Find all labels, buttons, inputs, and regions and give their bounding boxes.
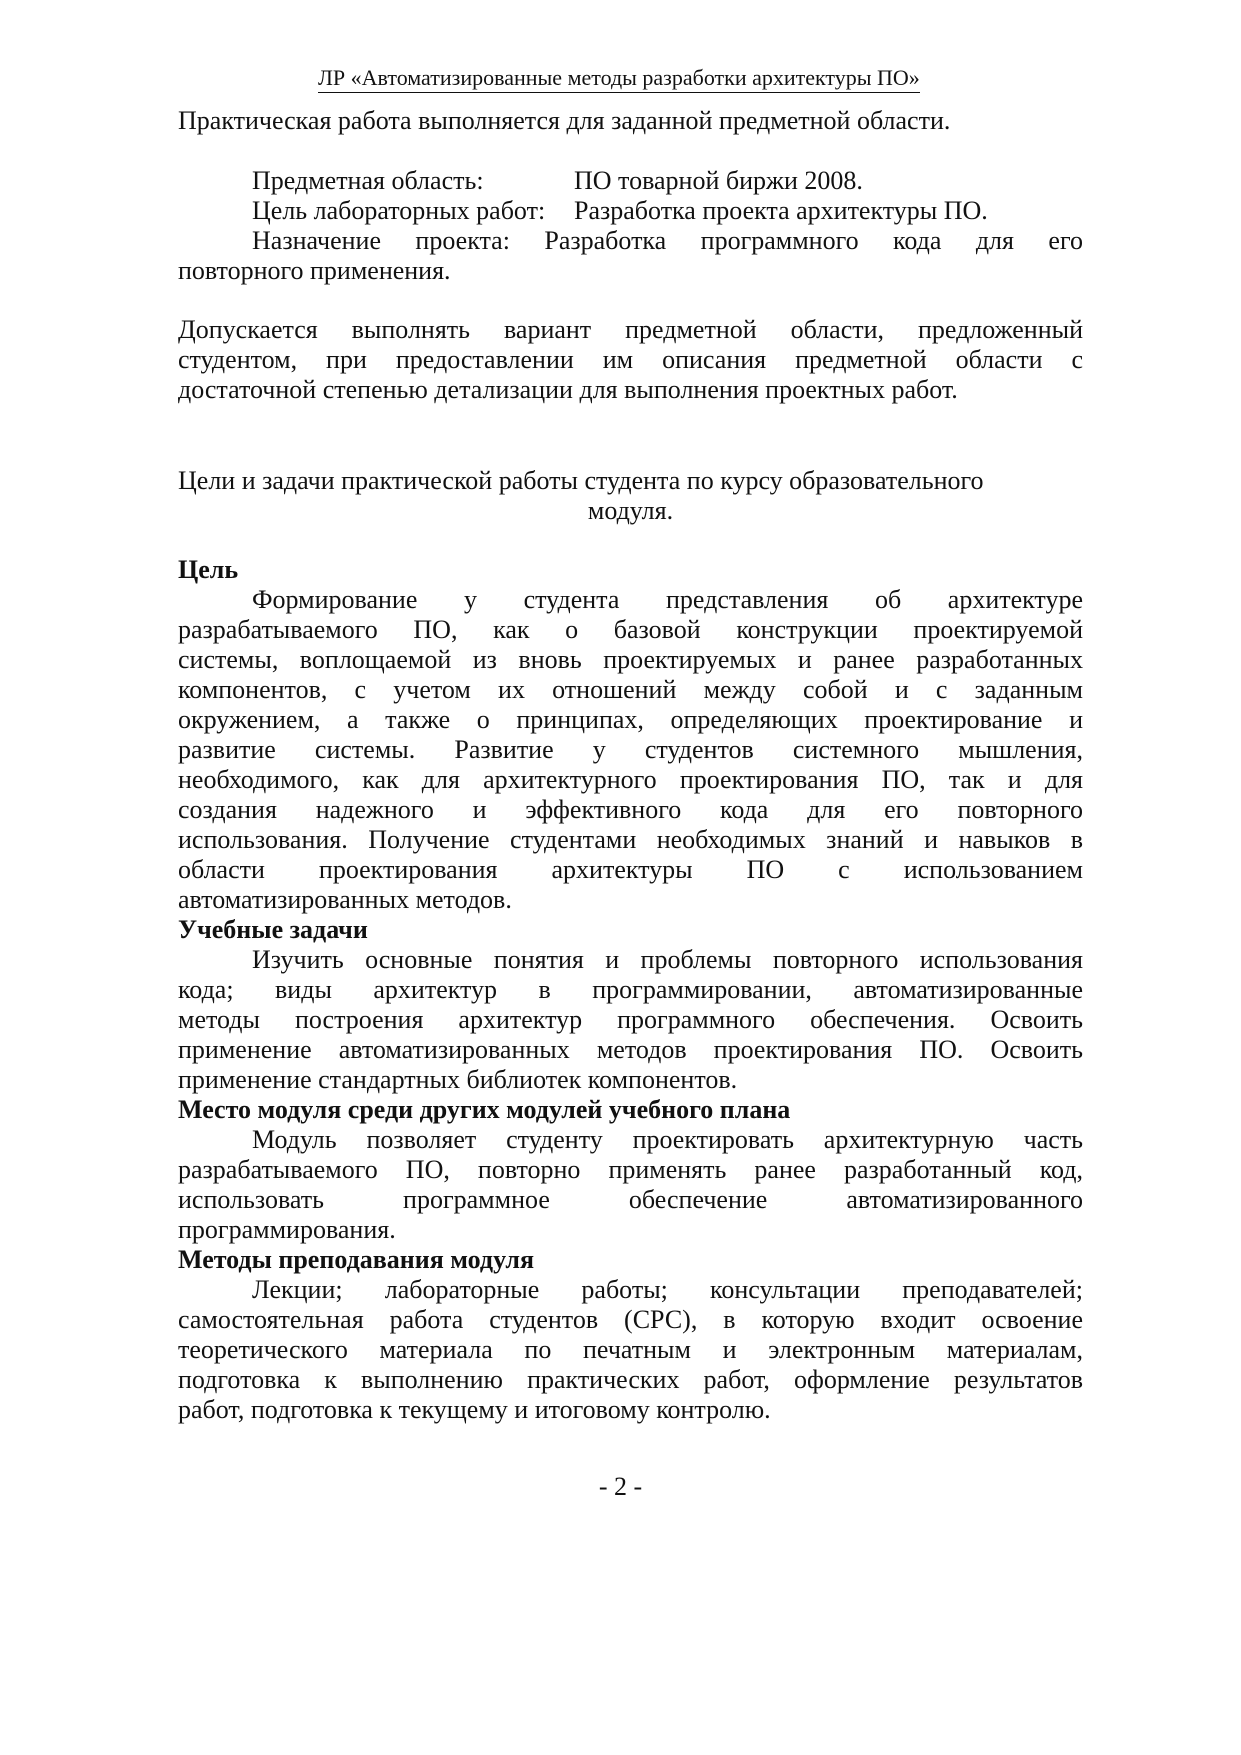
field-value: Разработка проекта архитектуры ПО. <box>574 196 988 225</box>
paragraph-line: Лекции; лабораторные работы; консультации преподавателей; <box>252 1275 1083 1304</box>
paragraph-line: самостоятельная работа студентов (СРС), в которую входит освоение <box>178 1305 1083 1334</box>
paragraph-line: использования. Получение студентами необходимых знаний и навыков в <box>178 825 1083 854</box>
paragraph-line: создания надежного и эффективного кода для его повторного <box>178 795 1083 824</box>
paragraph-line: Модуль позволяет студенту проектировать архитектурную часть <box>252 1125 1083 1154</box>
allowed-paragraph <box>178 315 1083 405</box>
paragraph-line: развитие системы. Развитие у студентов системного мышления, <box>178 735 1083 764</box>
section-heading-place: Место модуля среди других модулей учебного плана <box>178 1095 791 1124</box>
purpose-line: повторного применения. <box>178 256 451 285</box>
paragraph-line: разрабатываемого ПО, как о базовой конструкции проектируемой <box>178 615 1083 644</box>
field-label: Цель лабораторных работ: <box>252 196 546 225</box>
field-lab-goal <box>178 196 1083 226</box>
paragraph-line: применение автоматизированных методов проектирования ПО. Освоить <box>178 1035 1083 1064</box>
paragraph-line: разрабатываемого ПО, повторно применять ранее разработанный код, <box>178 1155 1083 1184</box>
project-fields <box>178 166 1083 286</box>
paragraph-line: применение стандартных библиотек компонентов. <box>178 1065 738 1094</box>
section-title <box>178 466 1083 526</box>
paragraph-line: студентом, при предоставлении им описания предметной области с <box>178 345 1083 374</box>
page-number: - 2 - <box>598 1472 643 1501</box>
paragraph-line: Формирование у студента представления об архитектуре <box>252 585 1083 614</box>
paragraph-line: работ, подготовка к текущему и итоговому контролю. <box>178 1395 771 1424</box>
paragraph-line: автоматизированных методов. <box>178 885 512 914</box>
section-heading-tasks: Учебные задачи <box>178 915 368 944</box>
paragraph-line: кода; виды архитектур в программировании, автоматизированные <box>178 975 1083 1004</box>
paragraph-line: достаточной степенью детализации для выполнения проектных работ. <box>178 375 958 404</box>
title-line: модуля. <box>587 496 674 525</box>
paragraph-line: необходимого, как для архитектурного проектирования ПО, так и для <box>178 765 1083 794</box>
title-line: Цели и задачи практической работы студента по курсу образовательного <box>178 466 984 495</box>
paragraph-line: окружением, а также о принципах, определяющих проектирование и <box>178 705 1083 734</box>
paragraph-line: программирования. <box>178 1215 396 1244</box>
paragraph-line: компонентов, с учетом их отношений между собой и с заданным <box>178 675 1083 704</box>
paragraph-line: методы построения архитектур программного обеспечения. Освоить <box>178 1005 1083 1034</box>
field-label: Предметная область: <box>252 166 484 195</box>
field-value: ПО товарной биржи 2008. <box>574 166 863 195</box>
purpose-line: Назначение проекта: Разработка программного кода для его <box>252 226 1083 255</box>
main-body <box>178 555 1083 1425</box>
section-heading-methods: Методы преподавания модуля <box>178 1245 535 1274</box>
paragraph-line: Изучить основные понятия и проблемы повторного использования <box>252 945 1083 974</box>
running-header: ЛР «Автоматизированные методы разработки архитектуры ПО» <box>318 64 920 93</box>
field-subject-area <box>178 166 1083 196</box>
paragraph-line: Допускается выполнять вариант предметной области, предложенный <box>178 315 1083 344</box>
paragraph-line: теоретического материала по печатным и электронным материалам, <box>178 1335 1083 1364</box>
paragraph-line: области проектирования архитектуры ПО с использованием <box>178 855 1083 884</box>
intro-text: Практическая работа выполняется для заданной предметной области. <box>178 106 951 135</box>
paragraph-line: системы, воплощаемой из вновь проектируемых и ранее разработанных <box>178 645 1083 674</box>
paragraph-line: подготовка к выполнению практических работ, оформление результатов <box>178 1365 1083 1394</box>
section-heading-goal: Цель <box>178 555 239 584</box>
paragraph-line: использовать программное обеспечение автоматизированного <box>178 1185 1083 1214</box>
